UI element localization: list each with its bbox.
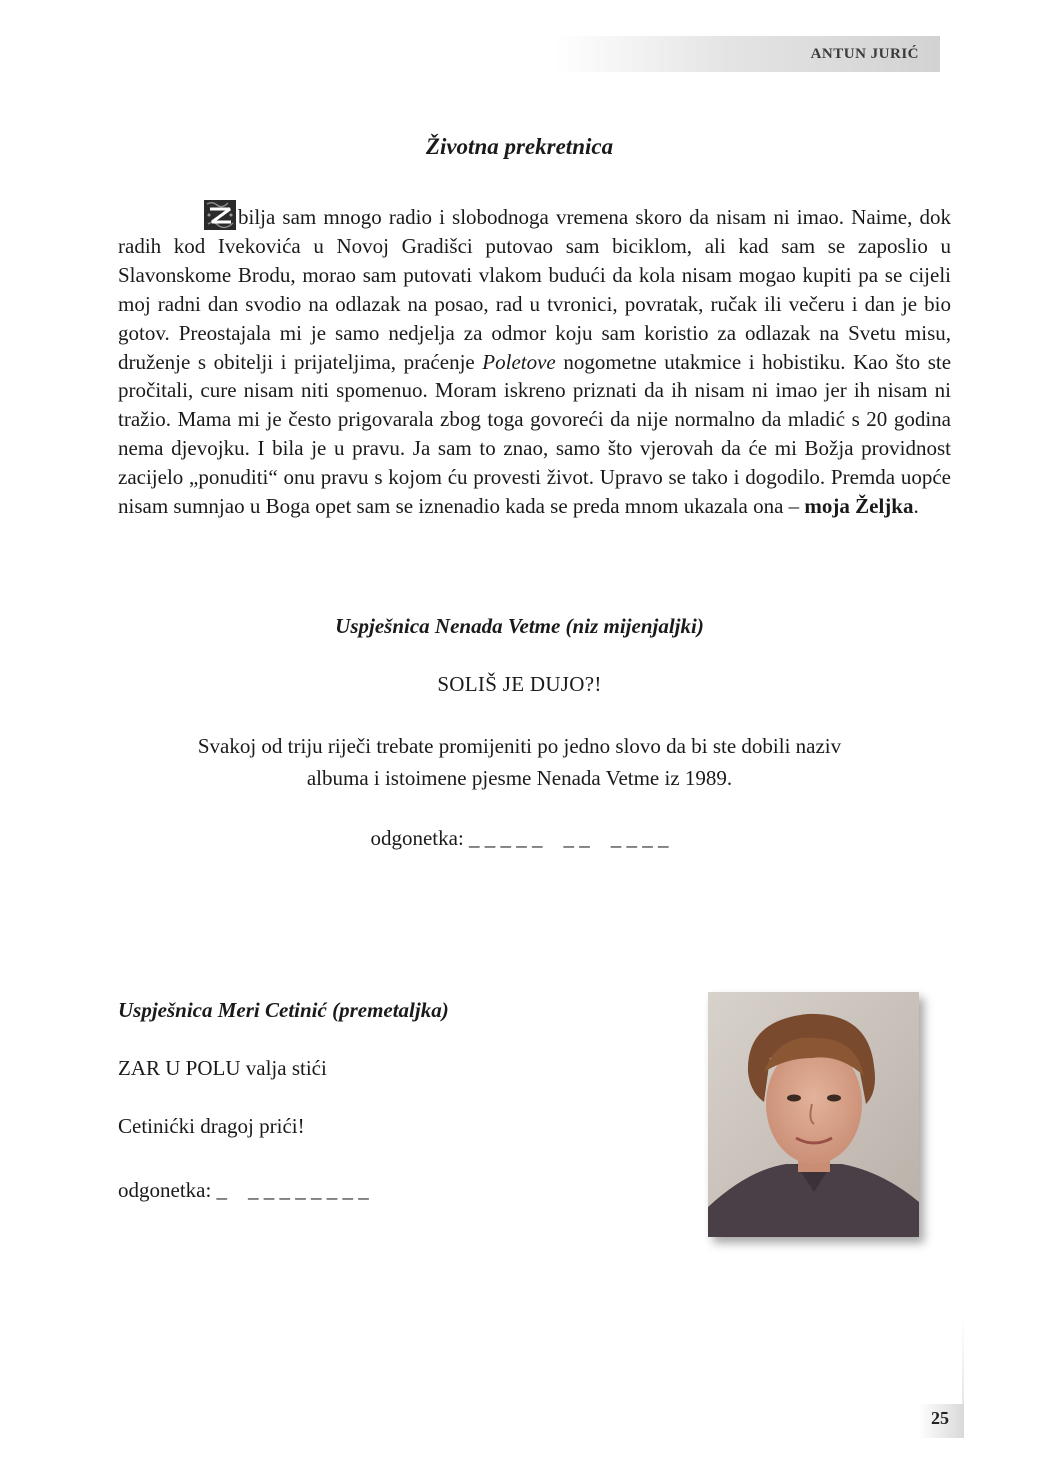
- puzzle-2-line-2: Cetinićki dragoj prići!: [118, 1114, 305, 1138]
- puzzle-2-line-1: ZAR U POLU valja stići: [118, 1056, 327, 1080]
- story-italic-word: Poletove: [482, 349, 556, 374]
- running-header-author: ANTUN JURIĆ: [810, 46, 919, 62]
- chapter-title: Životna prekretnica: [425, 134, 614, 159]
- puzzle-1-text: SOLIŠ JE DUJO?!: [437, 672, 602, 696]
- story-text-part-2: nogometne utakmice i hobistiku. Kao što ste pročitali, cure nisam niti spomenuo. Moram iskreno priznati da ih nisam ni imao jer ih nisam ni tražio. Mama mi je često prigovarala zbog toga govoreći da nije normalno da mladić s 20 godina nema djevojku. I bila je u pravu. Ja sam to znao, samo što vjerovah da će mi Božja providnost zacijelo „ponuditi“ onu pravu s kojom ću provesti život. Upravo se tako i dogodilo. Premda uopće nisam sumnjao u Boga opet sam se iznenadio kada se preda mnom ukazala ona –: [118, 349, 952, 519]
- story-text-part-1: bilja sam mnogo radio i slobodnoga vremena skoro da nisam ni imao. Naime, dok radih kod Ivekovića u Novoj Gradišci putovao sam biciklom, ali kad sam se zaposlio u Slavonskome Brodu, morao sam putovati vlakom budući da kola nisam mogao kupiti pa se cijeli moj radni dan svodio na odlazak na posao, rad u tvronici, povratak, ručak ili večeru i dan je bio gotov. Preostajala mi je samo nedjelja za odmor koju sam koristio za odlazak na Svetu misu, druženje s obitelji i prijateljima, praćenje: [118, 205, 951, 374]
- instruction-line-1: Svakoj od triju riječi trebate promijeniti po jedno slovo da bi ste dobili naziv: [197, 734, 842, 758]
- puzzle-1-instruction: [0, 730, 1039, 794]
- puzzle-1-answer: odgonetka: _ _ _ _ _ _ _ _ _ _ _: [370, 826, 669, 850]
- puzzle-2-answer: odgonetka: _ _ _ _ _ _ _ _ _: [118, 1178, 369, 1202]
- story-end-punct: .: [913, 494, 919, 519]
- portrait-photo: [708, 992, 919, 1237]
- story-paragraph: [118, 200, 951, 521]
- page-number: 25: [931, 1408, 949, 1428]
- instruction-line-2: albuma i istoimene pjesme Nenada Vetme iz 1989.: [306, 766, 733, 790]
- puzzle-1-title: Uspješnica Nenada Vetme (niz mijenjaljki): [335, 614, 704, 638]
- puzzle-2-title: Uspješnica Meri Cetinić (premetaljka): [118, 998, 449, 1022]
- dropcap-z-icon: [204, 200, 236, 230]
- story-bold-end: moja Željka: [804, 494, 914, 519]
